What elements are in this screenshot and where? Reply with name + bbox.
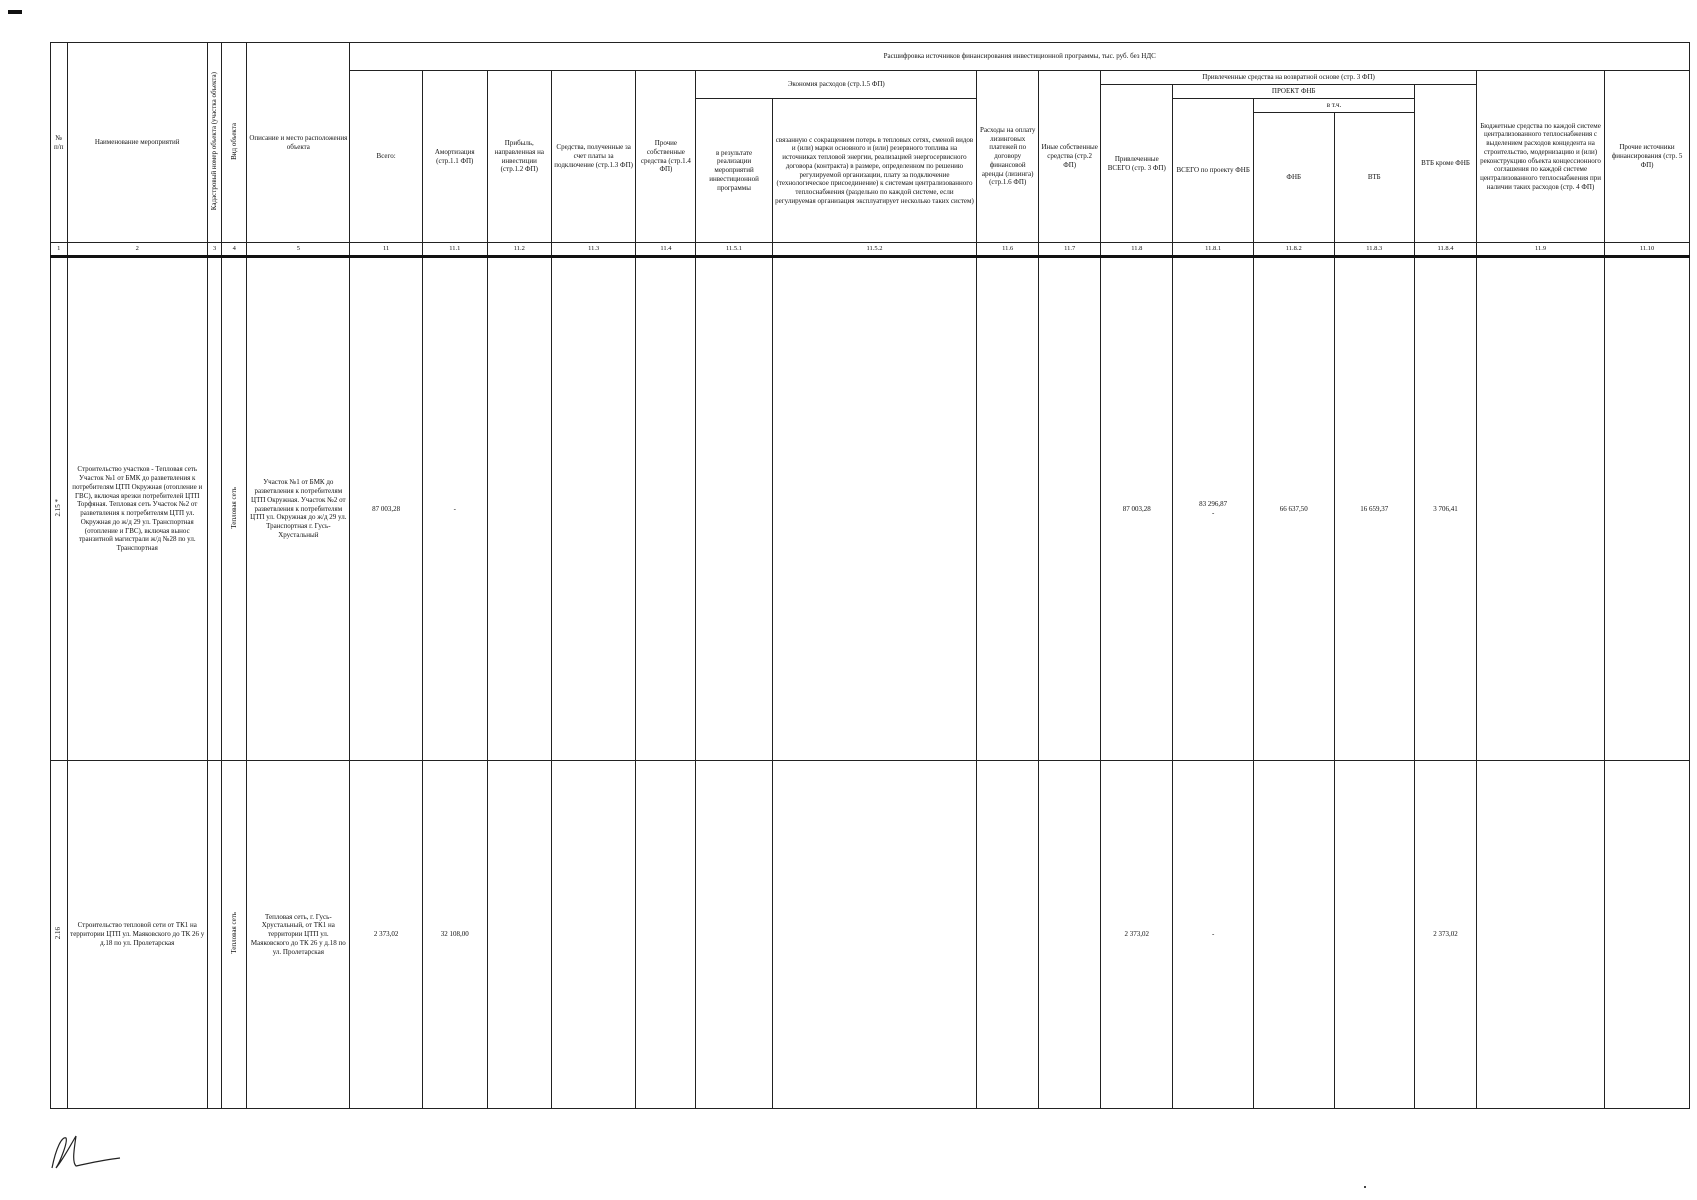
row-other-own [636, 257, 696, 761]
row-leasing [977, 257, 1039, 761]
header-fib-total: ВСЕГО по проекту ФНБ [1173, 99, 1254, 243]
row-vtb [1334, 761, 1415, 1109]
colnum: 11.6 [977, 243, 1039, 257]
row-other-sources [1605, 257, 1690, 761]
colnum: 4 [222, 243, 247, 257]
row-cadastral [207, 257, 221, 761]
header-type: Вид объекта [222, 43, 247, 243]
row-amort: - [422, 257, 487, 761]
row-cadastral [207, 761, 221, 1109]
row-other-funds [1039, 257, 1101, 761]
colnum: 1 [51, 243, 68, 257]
row-leasing [977, 761, 1039, 1109]
row-economy-b [772, 761, 976, 1109]
header-profit: Прибыль, направленная на инвестиции (стр.1.2 ФП) [487, 71, 551, 243]
colnum: 11.8.4 [1415, 243, 1477, 257]
header-fib: ФНБ [1253, 113, 1334, 243]
colnum: 11.8.1 [1173, 243, 1254, 257]
row-fib: 66 637,50 [1253, 257, 1334, 761]
colnum: 11.8 [1101, 243, 1173, 257]
fib-total-sub: - [1212, 509, 1215, 517]
row-vtb-except: 2 373,02 [1415, 761, 1477, 1109]
colnum: 11.10 [1605, 243, 1690, 257]
header-connection: Средства, полученные за счет платы за подключение (стр.1.3 ФП) [551, 71, 636, 243]
row-type: Тепловая сеть [222, 761, 247, 1109]
row-fib-total: - [1173, 761, 1254, 1109]
header-incl: в т.ч. [1253, 99, 1414, 113]
row-vtb-except: 3 706,41 [1415, 257, 1477, 761]
row-name: Строительство участков - Тепловая сеть Участок №1 от БМК до разветвления к потребителям ЦТП Окружная (отопление и ГВС), включая врезки потребителей ЦТП Торфяная. Тепловая сеть Участок №2 от разветвления к потребителям ЦТП ул. Окружная до ж/д 29 ул. Транспортная (отопление и ГВС), включая вынос транзитной магистрали ж/д №28 по ул. Транспортная [67, 257, 207, 761]
row-connection [551, 761, 636, 1109]
header-name: Наименование мероприятий [67, 43, 207, 243]
handwritten-signature [46, 1128, 126, 1174]
row-desc: Тепловая сеть, г. Гусь-Хрустальный, от ТК1 на территории ЦТП ул. Маяковского до ТК 26 у д.18 по ул. Пролетарская [247, 761, 350, 1109]
row-borrowed-total: 87 003,28 [1101, 257, 1173, 761]
row-amort: 32 108,00 [422, 761, 487, 1109]
investment-table [50, 42, 1690, 1109]
header-vtb: ВТБ [1334, 113, 1415, 243]
header-num: № п/п [51, 43, 68, 243]
row-fib-total [1173, 257, 1254, 761]
row-total: 2 373,02 [350, 761, 422, 1109]
corner-mark [8, 10, 22, 14]
row-profit [487, 257, 551, 761]
header-borrowed-total: Привлеченные ВСЕГО (стр. 3 ФП) [1101, 85, 1173, 243]
header-borrowed: Привлеченные средства на возвратной основе (стр. 3 ФП) [1101, 71, 1477, 85]
colnum: 11.8.2 [1253, 243, 1334, 257]
row-vtb: 16 659,37 [1334, 257, 1415, 761]
row-type: Тепловая сеть [222, 257, 247, 761]
colnum: 11.7 [1039, 243, 1101, 257]
colnum: 11.8.3 [1334, 243, 1415, 257]
row-economy-a [696, 257, 772, 761]
header-vtb-except: ВТБ кроме ФНБ [1415, 85, 1477, 243]
row-name: Строительство тепловой сети от ТК1 на территории ЦТП ул. Маяковского до ТК 26 у д.18 по ул. Пролетарская [67, 761, 207, 1109]
header-leasing: Расходы на оплату лизинговых платежей по договору финансовой аренды (лизинга) (стр.1.6 ФП) [977, 71, 1039, 243]
row-connection [551, 257, 636, 761]
header-amort: Амортизация (стр.1.1 ФП) [422, 71, 487, 243]
table-row [51, 257, 1690, 761]
row-num: 2.15 * [51, 257, 68, 761]
colnum: 11.4 [636, 243, 696, 257]
colnum: 11.2 [487, 243, 551, 257]
colnum: 2 [67, 243, 207, 257]
row-other-sources [1605, 761, 1690, 1109]
table-row [51, 761, 1690, 1109]
header-desc: Описание и место расположения объекта [247, 43, 350, 243]
scan-speck [1364, 1186, 1366, 1188]
row-total: 87 003,28 [350, 257, 422, 761]
colnum: 5 [247, 243, 350, 257]
row-other-funds [1039, 761, 1101, 1109]
header-other-own: Прочие собственные средства (стр.1.4 ФП) [636, 71, 696, 243]
colnum: 11.3 [551, 243, 636, 257]
colnum: 11.1 [422, 243, 487, 257]
row-profit [487, 761, 551, 1109]
row-fib [1253, 761, 1334, 1109]
row-other-own [636, 761, 696, 1109]
fib-total-value: 83 296,87 [1199, 500, 1228, 509]
row-borrowed-total: 2 373,02 [1101, 761, 1173, 1109]
colnum: 11.5.2 [772, 243, 976, 257]
header-economy: Экономия расходов (стр.1.5 ФП) [696, 71, 977, 99]
row-desc: Участок №1 от БМК до разветвления к потребителям ЦТП Окружная. Участок №2 от разветвления к потребителям ЦТП ул. Окружная до ж/д 29 ул. Транспортная г. Гусь-Хрустальный [247, 257, 350, 761]
header-other-funds: Иные собственные средства (стр.2 ФП) [1039, 71, 1101, 243]
header-sources-title: Расшифровка источников финансирования инвестиционной программы, тыс. руб. без НДС [350, 43, 1690, 71]
colnum: 11.9 [1477, 243, 1605, 257]
row-economy-b [772, 257, 976, 761]
colnum: 11.5.1 [696, 243, 772, 257]
colnum: 11 [350, 243, 422, 257]
header-other-sources: Прочие источники финансирования (стр. 5 ФП) [1605, 71, 1690, 243]
row-budget [1477, 761, 1605, 1109]
header-economy-b: связанную с сокращением потерь в тепловых сетях, сменой видов и (или) марки основного и (или) резервного топлива на источниках тепловой энергии, реализацией энергосервисного договора (контракта) в размере, определенном по решению регулируемой организации, плату за подключение (технологическое присоединение) к системам централизованного теплоснабжения (раздельно по каждой системе, если регулируемая организация эксплуатирует несколько таких систем) [772, 99, 976, 243]
row-budget [1477, 257, 1605, 761]
header-budget: Бюджетные средства по каждой системе централизованного теплоснабжения с выделением расходов концедента на строительство, модернизацию и (или) реконструкцию объекта концессионного соглашения по каждой системе централизованного теплоснабжения при наличии таких расходов (стр. 4 ФП) [1477, 71, 1605, 243]
header-cadastral: Кадастровый номер объекта (участка объекта) [207, 43, 221, 243]
colnum: 3 [207, 243, 221, 257]
row-economy-a [696, 761, 772, 1109]
header-fib-project: ПРОЕКТ ФНБ [1173, 85, 1415, 99]
column-numbers-row [51, 243, 1690, 257]
row-num: 2.16 [51, 761, 68, 1109]
header-total: Всего: [350, 71, 422, 243]
header-economy-a: в результате реализации мероприятий инвестиционной программы [696, 99, 772, 243]
